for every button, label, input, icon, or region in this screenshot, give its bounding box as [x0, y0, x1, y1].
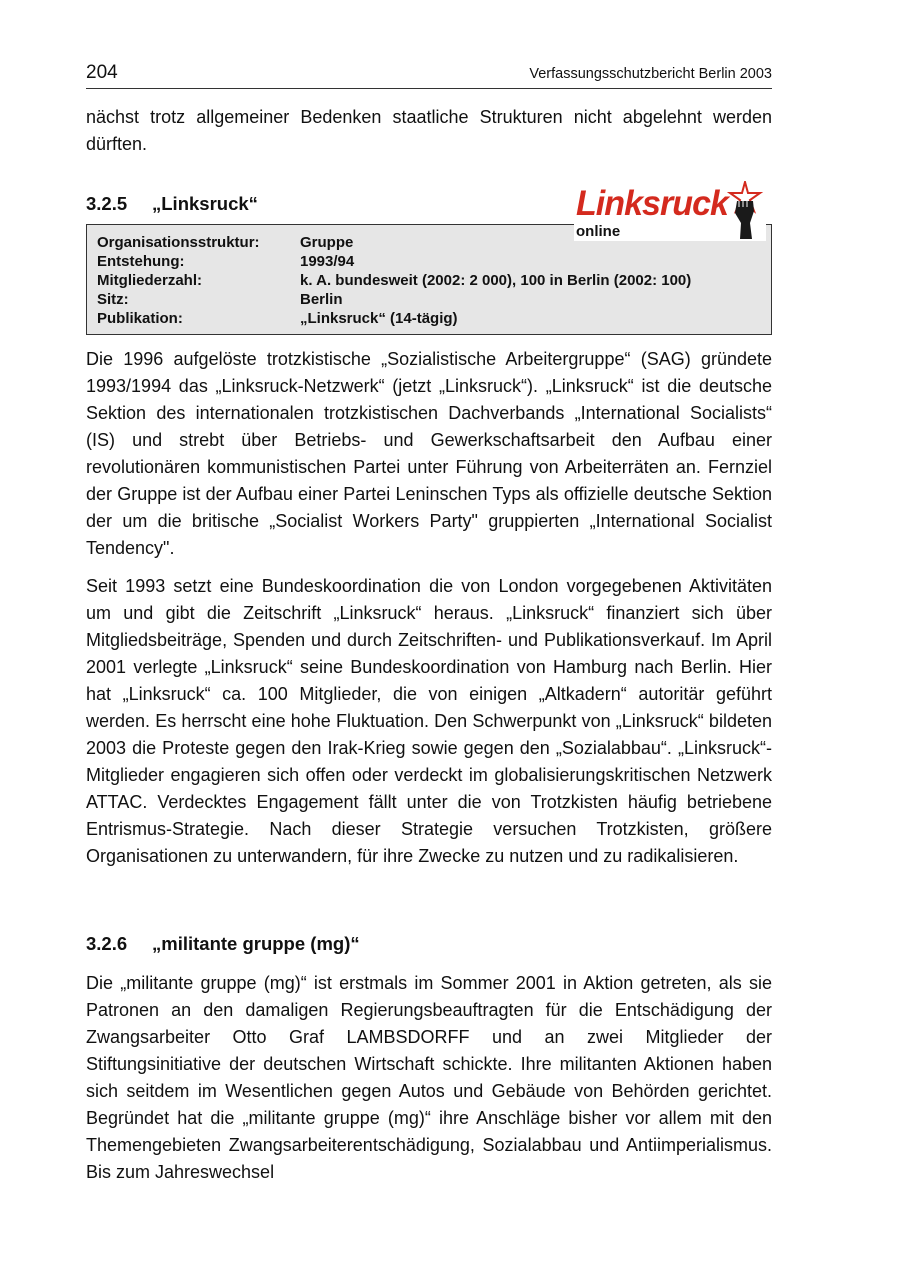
info-label: Sitz:: [97, 291, 129, 308]
info-row: [97, 271, 691, 290]
running-title: Verfassungsschutzbericht Berlin 2003: [529, 66, 772, 82]
info-label: Entstehung:: [97, 253, 185, 270]
linksruck-logo: [574, 181, 766, 241]
info-value: Berlin: [300, 291, 343, 308]
info-value: 1993/94: [300, 253, 355, 270]
logo-subtitle: online: [576, 223, 621, 240]
info-label: Publikation:: [97, 310, 183, 327]
info-value: Gruppe: [300, 234, 354, 251]
section-number: 3.2.5: [86, 193, 128, 214]
section-number: 3.2.6: [86, 933, 128, 954]
linksruck-paragraph-2: Seit 1993 setzt eine Bundeskoordination die von London vorgegebenen Aktivitäten um und gibt die Zeitschrift „Linksruck“ heraus. „Linksruck“ finanziert sich über Mitgliedsbeiträge, Spenden und durch Zeitschriften- und Publikationsverkauf. Im April 2001 verlegte „Linksruck“ seine Bundeskoordination von Hamburg nach Berlin. Hier hat „Linksruck“ ca. 100 Mitglieder, die von einigen „Altkadern“ autoritär geführt werden. Es herrscht eine hohe Fluktuation. Den Schwerpunkt von „Linksruck“ bildeten 2003 die Proteste gegen den Irak-Krieg sowie gegen den „Sozialabbau“. „Linksruck“-Mitglieder engagieren sich offen oder verdeckt im globalisierungskritischen Netzwerk ATTAC. Verdecktes Engagement fällt unter die von Trotzkisten häufig betriebene Entrismus-Strategie. Nach dieser Strategie versuchen Trotzkisten, größere Organisationen zu unterwandern, für ihre Zwecke zu nutzen und zu radikalisieren.: [86, 576, 772, 866]
info-label: Mitgliederzahl:: [97, 272, 203, 289]
info-row: [97, 290, 343, 309]
info-row: [97, 309, 458, 328]
section-title: „Linksruck“: [152, 193, 258, 214]
page-header: [86, 62, 772, 89]
info-value: k. A. bundesweit (2002: 2 000), 100 in Berlin (2002: 100): [300, 272, 692, 289]
info-label: Organisationsstruktur:: [97, 234, 260, 251]
logo-wordmark: Linksruck: [576, 184, 731, 223]
info-row: [97, 233, 353, 252]
linksruck-paragraph-1: Die 1996 aufgelöste trotzkistische „Sozialistische Arbeitergruppe“ (SAG) gründete 1993/1994 das „Linksruck-Netzwerk“ (jetzt „Linksruck“). „Linksruck“ ist die deutsche Sektion des internationalen trotzkistischen Dachverbands „International Socialists“ (IS) und strebt über Betriebs- und Gewerkschaftsarbeit den Aufbau einer revolutionären kommunistischen Partei unter Führung von Arbeiterräten an. Fernziel der Gruppe ist der Aufbau einer Partei Leninschen Typs als offizielle deutsche Sektion der um die britische „Socialist Workers Party" gruppierten „International Socialist Tendency".: [86, 349, 772, 558]
page-number: 204: [86, 62, 118, 83]
militante-gruppe-paragraph: Die „militante gruppe (mg)“ ist erstmals im Sommer 2001 in Aktion getreten, als sie Patronen an den damaligen Regierungsbeauftragten für die Entschädigung der Zwangsarbeiter Otto Graf LAMBSDORFF und an zwei Mitglieder der Stiftungsinitiative der deutschen Wirtschaft schickte. Ihre militanten Aktionen haben sich seitdem im Wesentlichen gegen Autos und Gebäude von Behörden gerichtet. Begründet hat die „militante gruppe (mg)“ ihre Anschläge bisher vor allem mit den Themengebieten Zwangsarbeiterentschädigung, Sozialabbau und Antiimperialismus. Bis zum Jahreswechsel: [86, 973, 772, 1182]
section-title: „militante gruppe (mg)“: [152, 933, 360, 954]
info-value: „Linksruck“ (14-tägig): [300, 310, 458, 327]
intro-paragraph: nächst trotz allgemeiner Bedenken staatliche Strukturen nicht abgelehnt werden dürften.: [86, 107, 772, 154]
section-heading-3-2-5: [86, 193, 258, 215]
section-heading-3-2-6: [86, 933, 360, 955]
info-row: [97, 252, 354, 271]
